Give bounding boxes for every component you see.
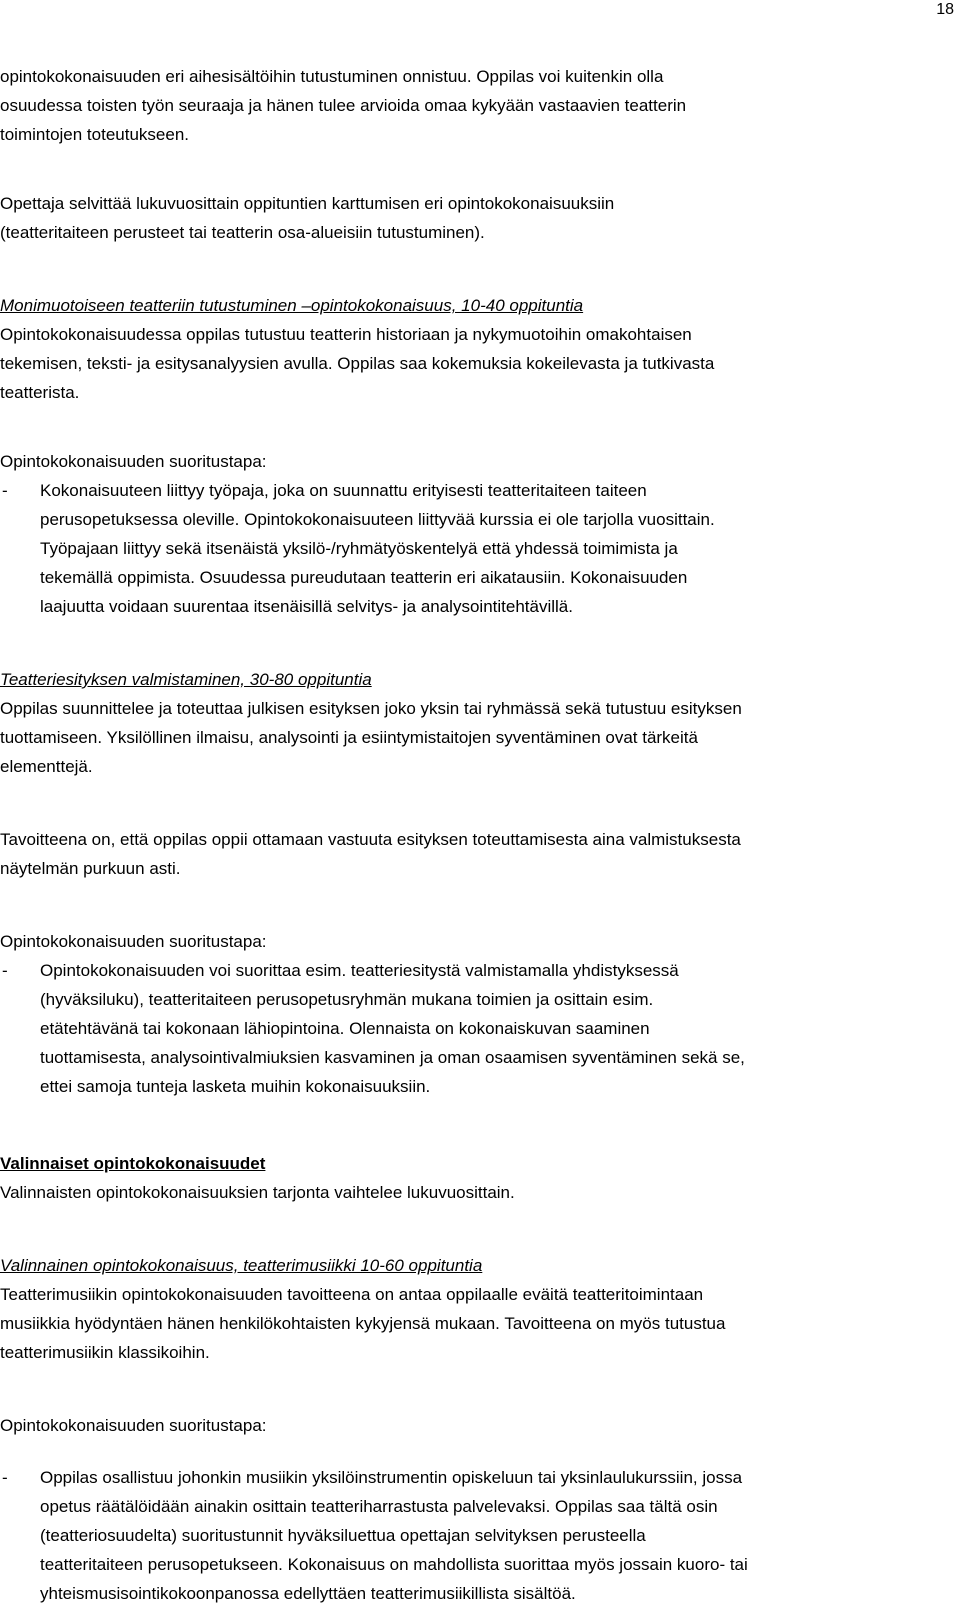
- paragraph-line: Opintokokonaisuudessa oppilas tutustuu teatterin historiaan ja nykymuotoihin omakohtaisen: [0, 325, 692, 344]
- list-line: (hyväksiluku), teatteritaiteen perusopetusryhmän mukana toimien ja osittain esim.: [40, 990, 654, 1009]
- list-line: tekemällä oppimista. Osuudessa pureudutaan teatterin eri aikatausiin. Kokonaisuuden: [40, 568, 688, 587]
- paragraph-line: näytelmän purkuun asti.: [0, 859, 181, 878]
- section-heading-teatteriesitys: Teatteriesityksen valmistaminen, 30-80 oppituntia: [0, 670, 372, 689]
- paragraph-line: opintokokonaisuuden eri aihesisältöihin tutustuminen onnistuu. Oppilas voi kuitenkin olla: [0, 67, 664, 86]
- section-heading-teatterimusiikki: Valinnainen opintokokonaisuus, teatterimusiikki 10-60 oppituntia: [0, 1256, 483, 1275]
- list-line: (teatteriosuudelta) suoritustunnit hyväksiluettua opettajan selvityksen perusteella: [40, 1526, 646, 1545]
- list-line: opetus räätälöidään ainakin osittain teatteriharrastusta palvelevaksi. Oppilas saa tältä osin: [40, 1497, 718, 1516]
- list-item: [0, 1463, 948, 1608]
- paragraph-line: osuudessa toisten työn seuraaja ja hänen tulee arvioida omaa kykyään vastaavien teatterin: [0, 96, 687, 115]
- paragraph-line: Teatterimusiikin opintokokonaisuuden tavoitteena on antaa oppilaalle eväitä teatteritoimintaan: [0, 1285, 704, 1304]
- list-item: [0, 476, 948, 621]
- paragraph-line: teatterimusiikin klassikoihin.: [0, 1343, 210, 1362]
- list-dash: -: [2, 961, 8, 980]
- list-line: Työpajaan liittyy sekä itsenäistä yksilö-/ryhmätyöskentelyä että yhdessä toimimista ja: [40, 539, 678, 558]
- paragraph-line: tekemisen, teksti- ja esitysanalyysien avulla. Oppilas saa kokemuksia kokeilevasta ja tutkivasta: [0, 354, 715, 373]
- list-line: etätehtävänä tai kokonaan lähiopintoina. Olennaista on kokonaiskuvan saaminen: [40, 1019, 650, 1038]
- paragraph-line: Valinnaisten opintokokonaisuuksien tarjonta vaihtelee lukuvuosittain.: [0, 1183, 515, 1202]
- suoritustapa-label: Opintokokonaisuuden suoritustapa:: [0, 452, 267, 471]
- section-heading-valinnaiset: Valinnaiset opintokokonaisuudet: [0, 1154, 266, 1173]
- paragraph-line: Oppilas suunnittelee ja toteuttaa julkisen esityksen joko yksin tai ryhmässä sekä tutustuu esityksen: [0, 699, 742, 718]
- paragraph-line: toimintojen toteutukseen.: [0, 125, 190, 144]
- paragraph-line: tuottamiseen. Yksilöllinen ilmaisu, analysointi ja esiintymistaitojen syventäminen ovat tärkeitä: [0, 728, 698, 747]
- paragraph-line: (teatteritaiteen perusteet tai teatterin osa-alueisiin tutustuminen).: [0, 223, 485, 242]
- list-line: ettei samoja tunteja lasketa muihin kokonaisuuksiin.: [40, 1077, 431, 1096]
- page-number: 18: [936, 1, 954, 18]
- section-heading-monimuotoinen: Monimuotoiseen teatteriin tutustuminen –opintokokonaisuus, 10-40 oppituntia: [0, 296, 584, 315]
- list-line: Opintokokonaisuuden voi suorittaa esim. teatteriesitystä valmistamalla yhdistyksessä: [40, 961, 679, 980]
- list-line: teatteritaiteen perusopetukseen. Kokonaisuus on mahdollista suorittaa myös jossain kuoro- tai: [40, 1555, 748, 1574]
- list-line: tuottamisesta, analysointivalmiuksien kasvaminen ja oman osaamisen syventäminen sekä se,: [40, 1048, 745, 1067]
- list-line: perusopetuksessa oleville. Opintokokonaisuuteen liittyvää kurssia ei ole tarjolla vuosittain.: [40, 510, 715, 529]
- paragraph-line: Opettaja selvittää lukuvuosittain oppituntien karttumisen eri opintokokonaisuuksiin: [0, 194, 615, 213]
- suoritustapa-label: Opintokokonaisuuden suoritustapa:: [0, 1416, 267, 1435]
- list-dash: -: [2, 1468, 8, 1487]
- paragraph-line: musiikkia hyödyntäen hänen henkilökohtaisten kykyjensä mukaan. Tavoitteena on myös tutustua: [0, 1314, 726, 1333]
- paragraph-line: elementtejä.: [0, 757, 93, 776]
- list-line: Oppilas osallistuu johonkin musiikin yksilöinstrumentin opiskeluun tai yksinlaulukurssiin, jossa: [40, 1468, 743, 1487]
- paragraph-line: Tavoitteena on, että oppilas oppii ottamaan vastuuta esityksen toteuttamisesta aina valmistuksesta: [0, 830, 741, 849]
- list-line: Kokonaisuuteen liittyy työpaja, joka on suunnattu erityisesti teatteritaiteen taiteen: [40, 481, 647, 500]
- paragraph-line: teatterista.: [0, 383, 80, 402]
- list-dash: -: [2, 481, 8, 500]
- document-body: [0, 62, 948, 1608]
- suoritustapa-label: Opintokokonaisuuden suoritustapa:: [0, 932, 267, 951]
- list-item: [0, 956, 948, 1101]
- list-line: yhteismusisointikokoonpanossa edellyttäen teatterimusiikillista sisältöä.: [40, 1584, 576, 1603]
- list-line: laajuutta voidaan suurentaa itsenäisillä selvitys- ja analysointitehtävillä.: [40, 597, 573, 616]
